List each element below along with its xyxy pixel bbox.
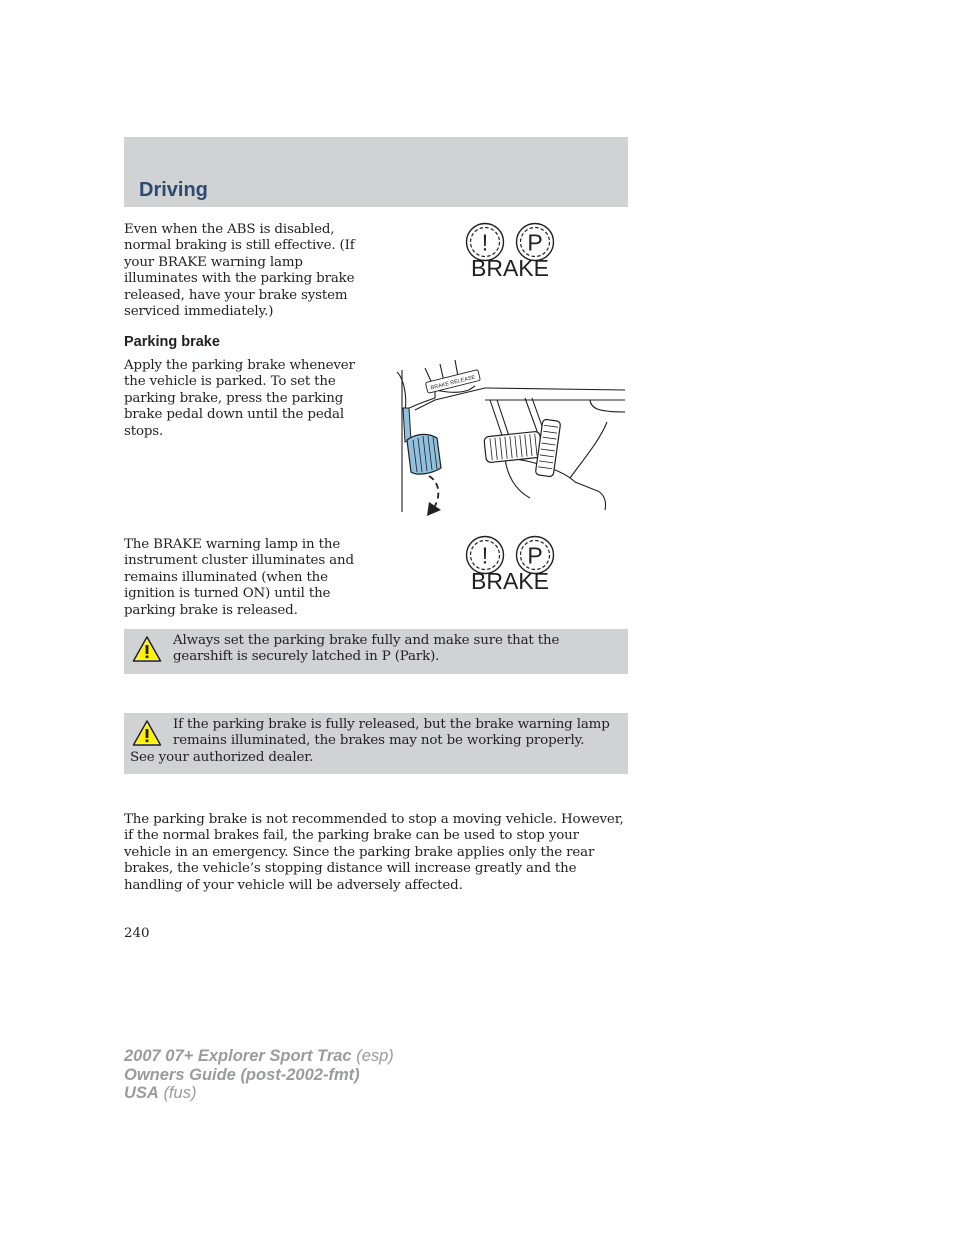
section-title: Driving (139, 179, 208, 201)
page-number: 240 (124, 926, 150, 941)
warning-line: If the parking brake is fully released, but the brake warning lamp (173, 717, 610, 732)
brake-lamp-p: P (527, 229, 543, 256)
brake-lamp-label: BRAKE (471, 568, 549, 591)
footer-market: USA (124, 1084, 159, 1102)
brake-warning-lamp-icon (460, 222, 560, 278)
warning-line: Always set the parking brake fully and make sure that the (173, 633, 560, 648)
section-header (124, 137, 628, 207)
parking-brake-pedal-illustration (395, 360, 627, 518)
document-footer (124, 1047, 394, 1103)
footer-model: 2007 07+ Explorer Sport Trac (124, 1047, 352, 1065)
parking-brake-heading: Parking brake (124, 334, 220, 350)
brake-lamp-paragraph: The BRAKE warning lamp in the instrument cluster illuminates and remains illuminated (when the ignition is turned ON) until the parking brake is released. (124, 537, 354, 618)
warning-line: See your authorized dealer. (130, 749, 314, 765)
warning-line: remains illuminated, the brakes may not be working properly. (173, 733, 585, 749)
brake-lamp-label: BRAKE (471, 255, 549, 278)
warning-box-released (124, 713, 628, 774)
apply-parking-brake-paragraph: Apply the parking brake whenever the vehicle is parked. To set the parking brake, press the parking brake pedal down until the pedal stops. (124, 358, 355, 439)
footer-market-code: (fus) (163, 1084, 197, 1102)
brake-release-label: BRAKE RELEASE (430, 374, 476, 392)
footer-guide: Owners Guide (post-2002-fmt) (124, 1065, 360, 1084)
warning-triangle-icon (132, 719, 162, 747)
emergency-paragraph: The parking brake is not recommended to stop a moving vehicle. However, if the normal brakes fail, the parking brake can be used to stop your vehicle in an emergency. Since the parking brake applies only the rear brakes, the vehicle’s stopping distance will increase greatly and the handling of your vehicle will be adversely affected. (124, 812, 624, 893)
abs-paragraph: Even when the ABS is disabled, normal braking is still effective. (If your BRAKE warning lamp illuminates with the parking brake released, have your brake system serviced immediately.) (124, 222, 355, 320)
warning-box-park (124, 629, 628, 674)
warning-triangle-icon (132, 635, 162, 663)
brake-lamp-p: P (527, 542, 543, 569)
brake-lamp-exclaim: ! (481, 542, 489, 569)
warning-line: gearshift is securely latched in P (Park). (173, 649, 440, 665)
brake-warning-lamp-icon-2 (460, 535, 560, 591)
footer-model-code: (esp) (356, 1047, 394, 1065)
brake-lamp-exclaim: ! (481, 229, 489, 256)
